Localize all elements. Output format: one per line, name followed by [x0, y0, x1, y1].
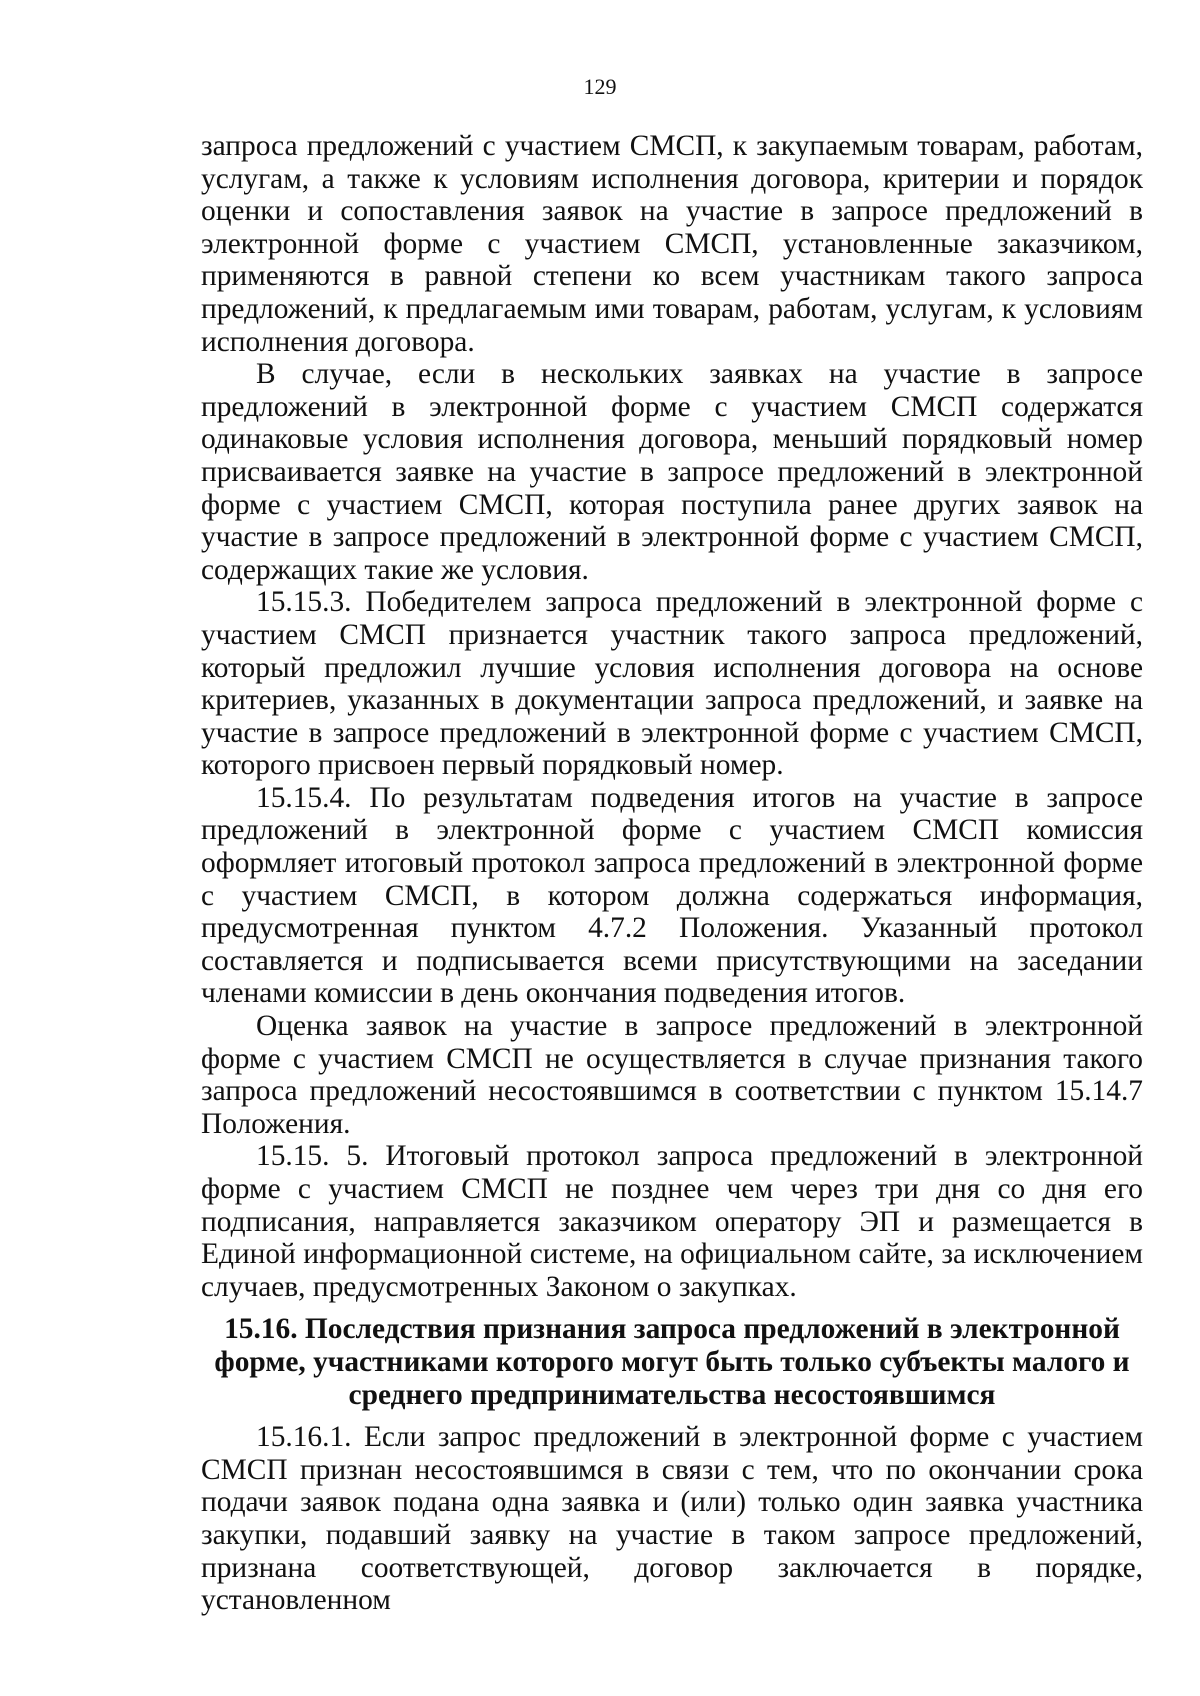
paragraph-15-15-4: 15.15.4. По результатам подведения итогов на участие в запросе предложений в электронной форме с участием СМСП комиссия оформляет итоговый протокол запроса предложений в электронной форме с участием СМСП, в котором должна содержаться информация, предусмотренная пунктом 4.7.2 Положения. Указанный протокол составляется и подписывается всеми присутствующими на заседании членами комиссии в день окончания подведения итогов.	[201, 781, 1143, 1010]
page-number: 129	[583, 74, 617, 99]
paragraph-15-15-3: 15.15.3. Победителем запроса предложений в электронной форме с участием СМСП признается участник такого запроса предложений, который предложил лучшие условия исполнения договора на основе критериев, указанных в документации запроса предложений, и заявке на участие в запросе предложений в электронной форме с участием СМСП, которого присвоен первый порядковый номер.	[201, 586, 1143, 782]
section-heading-15-16: 15.16. Последствия признания запроса предложений в электронной форме, участниками которого могут быть только субъекты малого и среднего предпринимательства несостоявшимся	[214, 1313, 1130, 1411]
paragraph-15-15-5: 15.15. 5. Итоговый протокол запроса предложений в электронной форме с участием СМСП не позднее чем через три дня со дня его подписания, направляется заказчиком оператору ЭП и размещается в Единой информационной системе, на официальном сайте, за исключением случаев, предусмотренных Законом о закупках.	[201, 1140, 1143, 1303]
paragraph-evaluation: Оценка заявок на участие в запросе предложений в электронной форме с участием СМСП не осуществляется в случае признания такого запроса предложений несостоявшимся в соответствии с пунктом 15.14.7 Положения.	[201, 1010, 1143, 1140]
paragraph-equal-conditions: В случае, если в нескольких заявках на участие в запросе предложений в электронной форме с участием СМСП содержатся одинаковые условия исполнения договора, меньший порядковый номер присваивается заявке на участие в запросе предложений в электронной форме с участием СМСП, которая поступила ранее других заявок на участие в запросе предложений в электронной форме с участием СМСП, содержащих такие же условия.	[201, 358, 1143, 586]
paragraph-15-16-1: 15.16.1. Если запрос предложений в электронной форме с участием СМСП признан несостоявшимся в связи с тем, что по окончании срока подачи заявок подана одна заявка и (или) только один заявка участника закупки, подавший заявку на участие в таком запросе предложений, признана соответствующей, договор заключается в порядке, установленном	[201, 1421, 1143, 1617]
paragraph-continuation: запроса предложений с участием СМСП, к закупаемым товарам, работам, услугам, а также к условиям исполнения договора, критерии и порядок оценки и сопоставления заявок на участие в запросе предложений в электронной форме с участием СМСП, установленные заказчиком, применяются в равной степени ко всем участникам такого запроса предложений, к предлагаемым ими товарам, работам, услугам, к условиям исполнения договора.	[201, 130, 1143, 358]
document-body	[201, 130, 1143, 1617]
